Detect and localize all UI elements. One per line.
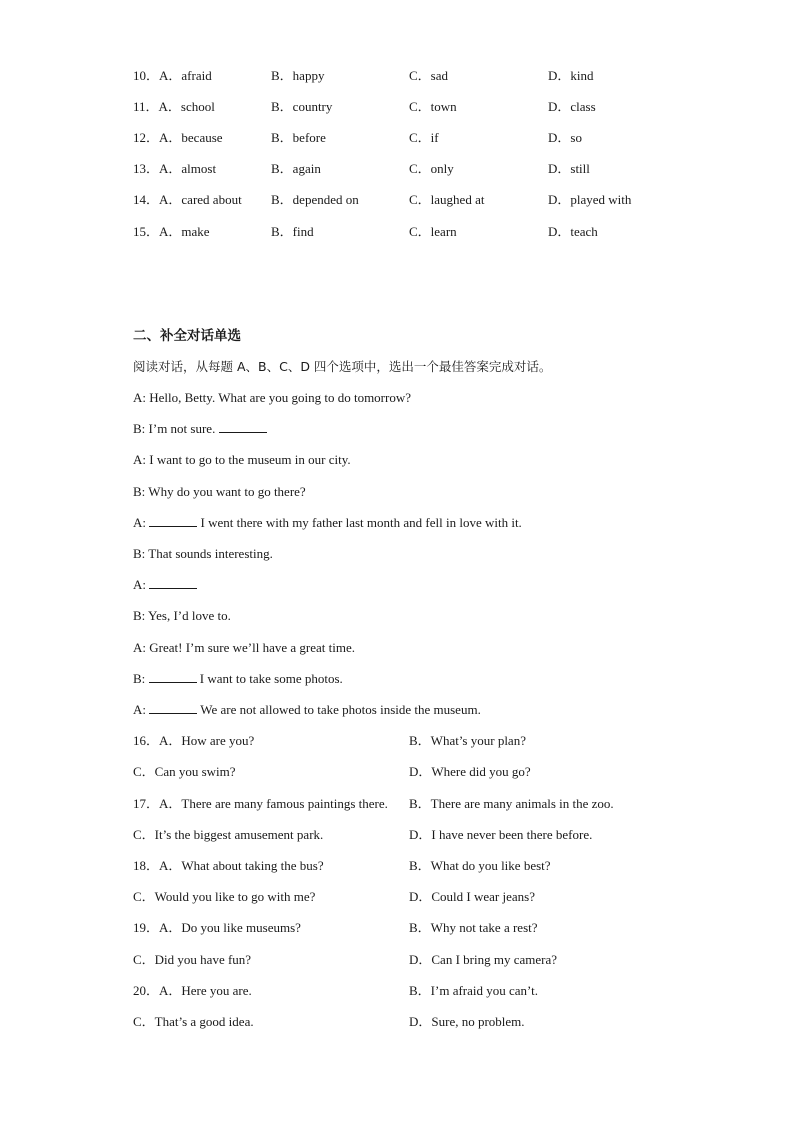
option-d: D．so xyxy=(548,130,582,145)
option-right: B．Why not take a rest? xyxy=(409,920,538,935)
option-right: B．What do you like best? xyxy=(409,858,551,873)
option-left: C．It’s the biggest amusement park. xyxy=(133,827,324,842)
option-left: C．That’s a good idea. xyxy=(133,1014,254,1029)
option-right: B．I’m afraid you can’t. xyxy=(409,983,538,998)
option-a: 10．A．afraid xyxy=(133,68,212,83)
option-right: B．What’s your plan? xyxy=(409,733,526,748)
option-c: C．learn xyxy=(409,224,457,239)
option-right: D．Sure, no problem. xyxy=(409,1014,525,1029)
option-b: B．depended on xyxy=(271,192,359,207)
option-d: D．played with xyxy=(548,192,632,207)
dialogue-line: B: I’m not sure. xyxy=(133,419,267,439)
option-left: 18．A．What about taking the bus? xyxy=(133,858,324,873)
dialogue-line: A: Hello, Betty. What are you going to do tomorrow? xyxy=(133,390,412,405)
option-d: D．teach xyxy=(548,224,598,239)
answer-blank xyxy=(219,420,267,433)
option-c: C．if xyxy=(409,130,439,145)
option-c: C．only xyxy=(409,161,454,176)
dialogue-line: A: I went there with my father last month and fell in love with it. xyxy=(133,515,522,530)
answer-blank xyxy=(149,514,197,527)
option-right: D．Could I wear jeans? xyxy=(409,889,535,904)
option-b: B．country xyxy=(271,99,333,114)
dialogue-line: B: That sounds interesting. xyxy=(133,546,273,561)
option-d: D．kind xyxy=(548,68,594,83)
dialogue-line: B: I want to take some photos. xyxy=(133,671,343,686)
option-right: D．I have never been there before. xyxy=(409,827,593,842)
dialogue-line: A: We are not allowed to take photos inside the museum. xyxy=(133,702,481,717)
dialogue-line: A: Great! I’m sure we’ll have a great time. xyxy=(133,640,355,655)
option-d: D．still xyxy=(548,161,590,176)
option-left: 16．A．How are you? xyxy=(133,733,255,748)
option-c: C．laughed at xyxy=(409,192,485,207)
option-left: C．Did you have fun? xyxy=(133,952,252,967)
dialogue-line: A: xyxy=(133,575,197,595)
option-left: 20．A．Here you are. xyxy=(133,983,252,998)
answer-blank xyxy=(149,701,197,714)
option-c: C．sad xyxy=(409,68,449,83)
dialogue-line: B: Why do you want to go there? xyxy=(133,484,306,499)
option-right: B．There are many animals in the zoo. xyxy=(409,796,614,811)
section-title: 二、补全对话单选 xyxy=(133,328,241,344)
option-a: 13．A．almost xyxy=(133,161,217,176)
option-a: 14．A．cared about xyxy=(133,192,242,207)
option-b: B．find xyxy=(271,224,314,239)
option-right: D．Where did you go? xyxy=(409,764,531,779)
option-right: D．Can I bring my camera? xyxy=(409,952,558,967)
option-left: C．Would you like to go with me? xyxy=(133,889,316,904)
option-a: 15．A．make xyxy=(133,224,210,239)
option-b: B．happy xyxy=(271,68,325,83)
option-left: C．Can you swim? xyxy=(133,764,236,779)
dialogue-line: A: I want to go to the museum in our city. xyxy=(133,452,351,467)
option-left: 19．A．Do you like museums? xyxy=(133,920,301,935)
option-a: 12．A．because xyxy=(133,130,223,145)
option-left: 17．A．There are many famous paintings there. xyxy=(133,796,388,811)
dialogue-line: B: Yes, I’d love to. xyxy=(133,608,231,623)
answer-blank xyxy=(149,576,197,589)
option-c: C．town xyxy=(409,99,457,114)
answer-blank xyxy=(149,670,197,683)
section-instruction: 阅读对话，从每题 A、B、C、D 四个选项中，选出一个最佳答案完成对话。 xyxy=(133,359,552,374)
option-a: 11．A．school xyxy=(133,99,215,114)
option-b: B．again xyxy=(271,161,321,176)
option-d: D．class xyxy=(548,99,596,114)
option-b: B．before xyxy=(271,130,326,145)
